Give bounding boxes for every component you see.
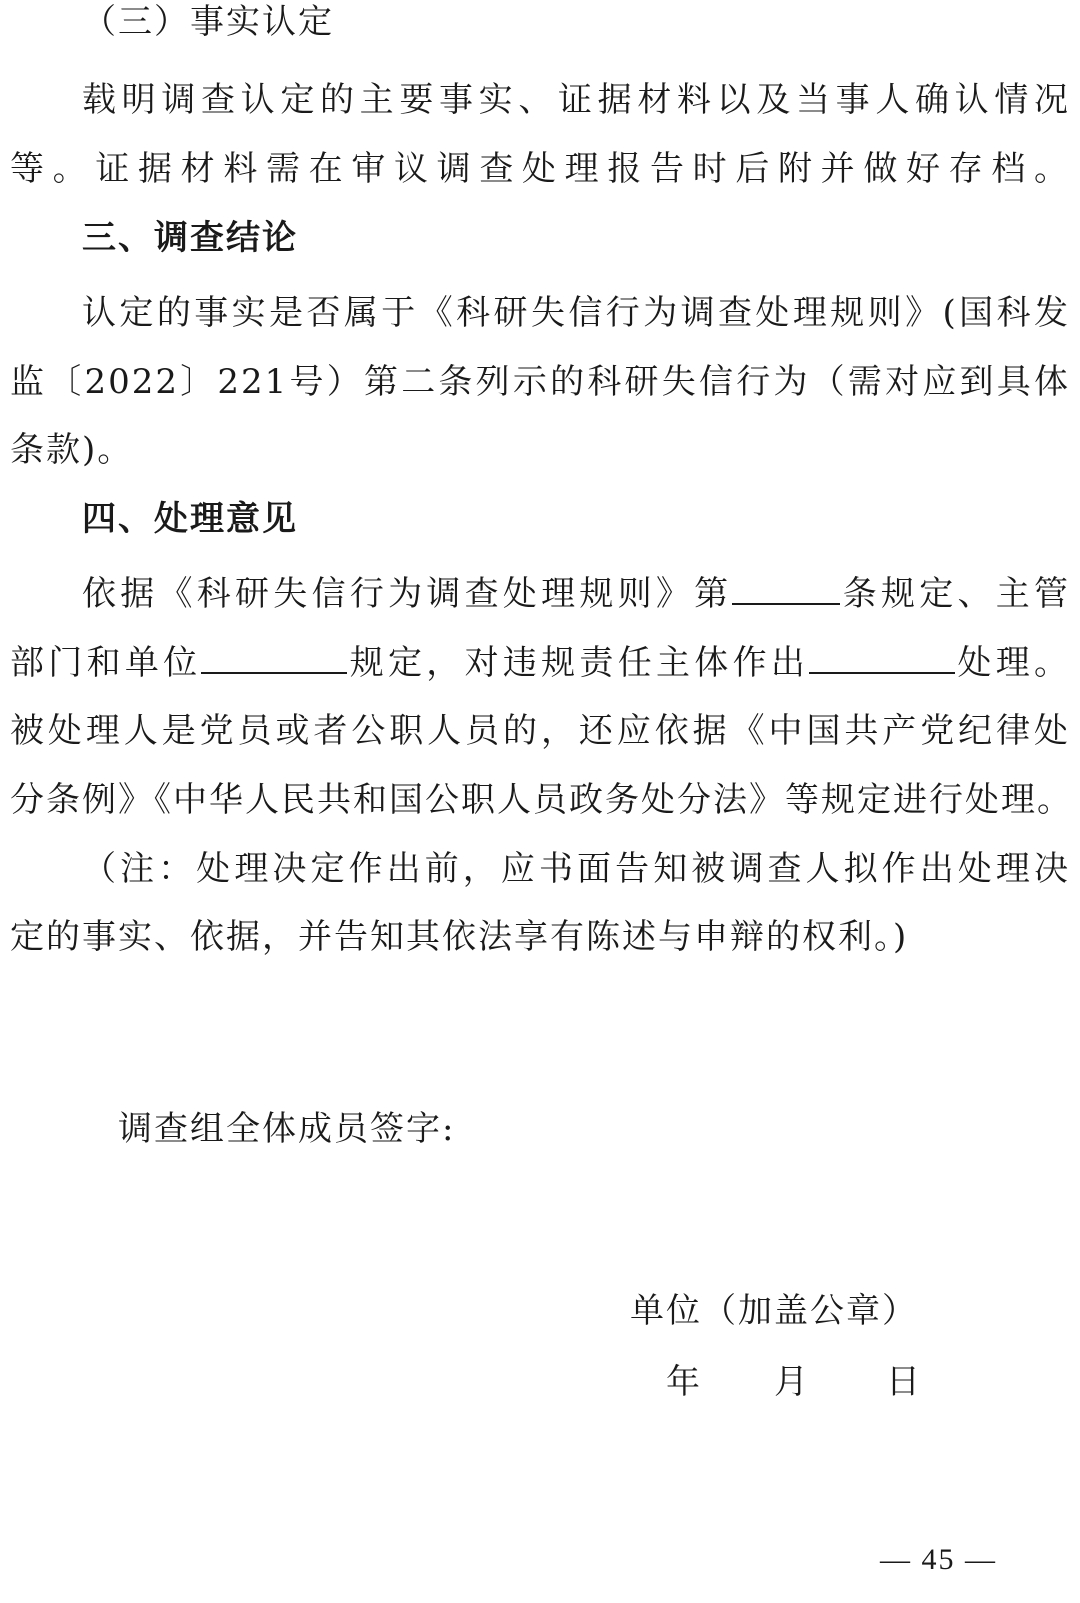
fill-in-blank-penalty [809,642,955,674]
paragraph-line: 条款)。 [10,430,134,470]
paragraph-text: 条规定、主管 [840,574,1071,614]
fill-in-blank-article [732,573,840,605]
paragraph-line: 分条例》《中华人民共和国公职人员政务处分法》等规定进行处理。 [10,780,1073,820]
paragraph-text: 规定，对违规责任主体作出 [347,643,810,683]
date-day-label: 日 [886,1362,922,1402]
section-heading-conclusion: 三、调查结论 [82,218,298,258]
date-month-label: 月 [774,1362,810,1402]
paragraph-text: 部门和单位 [10,643,202,683]
section-heading-opinion: 四、处理意见 [82,499,298,539]
paragraph-text: 依据《科研失信行为调查处理规则》第 [82,574,733,614]
section-heading-fact-finding: （三）事实认定 [82,2,334,42]
unit-seal-label: 单位（加盖公章） [630,1291,918,1331]
date-year-label: 年 [666,1362,702,1402]
note-line: （注：处理决定作出前，应书面告知被调查人拟作出处理决 [82,849,1070,889]
paragraph-line: 载明调查认定的主要事实、证据材料以及当事人确认情况 [82,80,1070,120]
paragraph-line: 监〔2022〕221号）第二条列示的科研失信行为（需对应到具体 [10,362,1070,402]
paragraph-line-with-blank [82,572,1070,616]
note-line: 定的事实、依据，并告知其依法享有陈述与申辩的权利。) [10,917,909,957]
paragraph-text: 处理。 [955,643,1071,683]
members-signature-label: 调查组全体成员签字: [118,1109,456,1149]
paragraph-line: 认定的事实是否属于《科研失信行为调查处理规则》(国科发 [82,293,1070,333]
paragraph-line: 等。证据材料需在审议调查处理报告时后附并做好存档。 [10,149,1070,189]
paragraph-line-with-blanks [10,641,1070,685]
paragraph-line: 被处理人是党员或者公职人员的，还应依据《中国共产党纪律处 [10,711,1070,751]
fill-in-blank-regulation [201,642,347,674]
page-number: — 45 — [880,1543,997,1576]
